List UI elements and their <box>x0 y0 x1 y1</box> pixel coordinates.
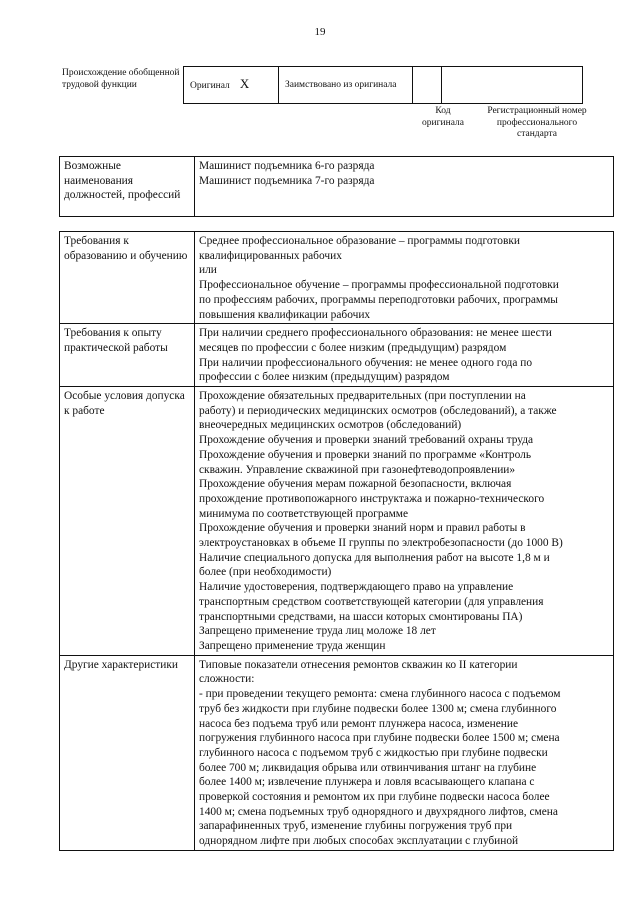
other-line: более 700 м; ликвидация обрыва или отвинчивания штанг на глубине <box>199 761 537 774</box>
education-value <box>195 232 614 324</box>
admission-line: Прохождение обучения мерам пожарной безопасности, включая <box>199 478 512 491</box>
admission-line: транспортными средствами, на шасси которых смонтированы ПА) <box>199 610 523 623</box>
other-row <box>60 655 614 850</box>
admission-line: прохождение противопожарного инструктажа и пожарно-технического <box>199 492 545 505</box>
positions-line: Машинист подъемника 7-го разряда <box>199 174 375 187</box>
original-mark: X <box>239 76 250 91</box>
admission-value <box>195 387 614 656</box>
other-line: 1400 м; смена подъемных труб однорядного и двухрядного лифтов, смена <box>199 805 558 818</box>
admission-line: минимума по соответствующей программе <box>199 507 409 520</box>
admission-line: Прохождение обучения и проверки знаний норм и правил работы в <box>199 522 526 535</box>
positions-label: Возможные наименования должностей, профессий <box>60 157 195 217</box>
other-line: погружения глубинного насоса при глубине подвески более 1500 м; смена <box>199 732 560 745</box>
education-row <box>60 232 614 324</box>
other-line: более 1400 м; извлечение плунжера и ловля всасывающего клапана с <box>199 776 535 789</box>
original-label: Оригинал <box>190 81 230 91</box>
education-line: по профессиям рабочих, программы переподготовки рабочих, программы <box>199 293 558 306</box>
admission-line: Прохождение обучения и проверки знаний требований охраны труда <box>199 434 534 447</box>
admission-line: Наличие удостоверения, подтверждающего право на управление <box>199 581 514 594</box>
other-line: насоса без подъема труб или ремонт плунжера насоса, изменение <box>199 717 519 730</box>
admission-line: Наличие специального допуска для выполнения работ на высоте 1,8 м и <box>199 551 550 564</box>
admission-line: Прохождение обучения и проверки знаний по программе «Контроль <box>199 448 532 461</box>
admission-line: скважин. Управление скважиной при газонефтеводопроявлении» <box>199 463 516 476</box>
borrowed-label: Заимствовано из оригинала <box>285 79 397 90</box>
requirements-table <box>59 231 614 851</box>
education-line: квалифицированных рабочих <box>199 249 342 262</box>
admission-line: внеочередных медицинских осмотров (обследований) <box>199 419 462 432</box>
other-line: сложности: <box>199 673 255 686</box>
positions-line: Машинист подъемника 6-го разряда <box>199 160 375 172</box>
original-cell <box>184 67 279 104</box>
reg-caption: Регистрационный номер профессионального стандарта <box>487 106 587 139</box>
experience-line: При наличии среднего профессионального образования: не менее шести <box>199 327 552 340</box>
other-line: - при проведении текущего ремонта: смена глубинного насоса с подъемом <box>199 688 561 701</box>
experience-row <box>60 324 614 387</box>
experience-line: При наличии профессионального обучения: не менее одного года по <box>199 356 533 369</box>
other-line: глубинного насоса с подъемом труб с жидкостью при глубине подвески <box>199 746 548 759</box>
experience-line: профессии с более низким (предыдущим) разрядом <box>199 371 450 384</box>
experience-value <box>195 324 614 387</box>
admission-row <box>60 387 614 656</box>
other-line: проверкой состояния и ремонтом их при глубине подвески насоса более <box>199 791 550 804</box>
education-label: Требования к образованию и обучению <box>60 232 195 324</box>
other-label: Другие характеристики <box>60 655 195 850</box>
other-line: труб без жидкости при глубине подвески более 1300 м; смена глубинного <box>199 702 557 715</box>
other-line: Типовые показатели отнесения ремонтов скважин ко II категории <box>199 658 518 671</box>
education-line: Среднее профессиональное образование – программы подготовки <box>199 235 520 247</box>
reg-number-cell <box>442 67 583 104</box>
admission-line: Прохождение обязательных предварительных (при поступлении на <box>199 390 526 403</box>
admission-line: работу) и периодических медицинских осмотров (обследований), а также <box>199 404 557 417</box>
other-line: запарафиненных труб, изменение глубины погружения труб при <box>199 820 513 833</box>
page-number: 19 <box>314 26 326 38</box>
education-line: Профессиональное обучение – программы профессиональной подготовки <box>199 279 559 292</box>
other-value <box>195 655 614 850</box>
admission-line: Запрещено применение труда лиц моложе 18 лет <box>199 625 436 638</box>
admission-label: Особые условия допуска к работе <box>60 387 195 656</box>
experience-line: месяцев по профессии с более низким (предыдущим) разрядом <box>199 341 507 354</box>
education-line: или <box>199 264 217 277</box>
education-line: повышения квалификации рабочих <box>199 308 371 321</box>
origin-table <box>183 66 583 104</box>
experience-label: Требования к опыту практической работы <box>60 324 195 387</box>
positions-value <box>195 157 614 217</box>
code-cell <box>413 67 442 104</box>
other-line: однорядном лифте при любых способах эксплуатации с глубиной <box>199 835 519 848</box>
admission-line: Запрещено применение труда женщин <box>199 639 386 652</box>
positions-table <box>59 156 614 217</box>
admission-line: электроустановках в объеме II группы по электробезопасности (до 1000 В) <box>199 537 563 550</box>
code-caption: Код оригинала <box>422 106 464 128</box>
positions-row <box>60 157 614 217</box>
origin-label: Происхождение обобщенной трудовой функции <box>62 68 180 90</box>
admission-line: транспортным средством соответствующей категории (для управления <box>199 595 544 608</box>
admission-line: более (при необходимости) <box>199 566 332 579</box>
borrowed-cell <box>279 67 413 104</box>
